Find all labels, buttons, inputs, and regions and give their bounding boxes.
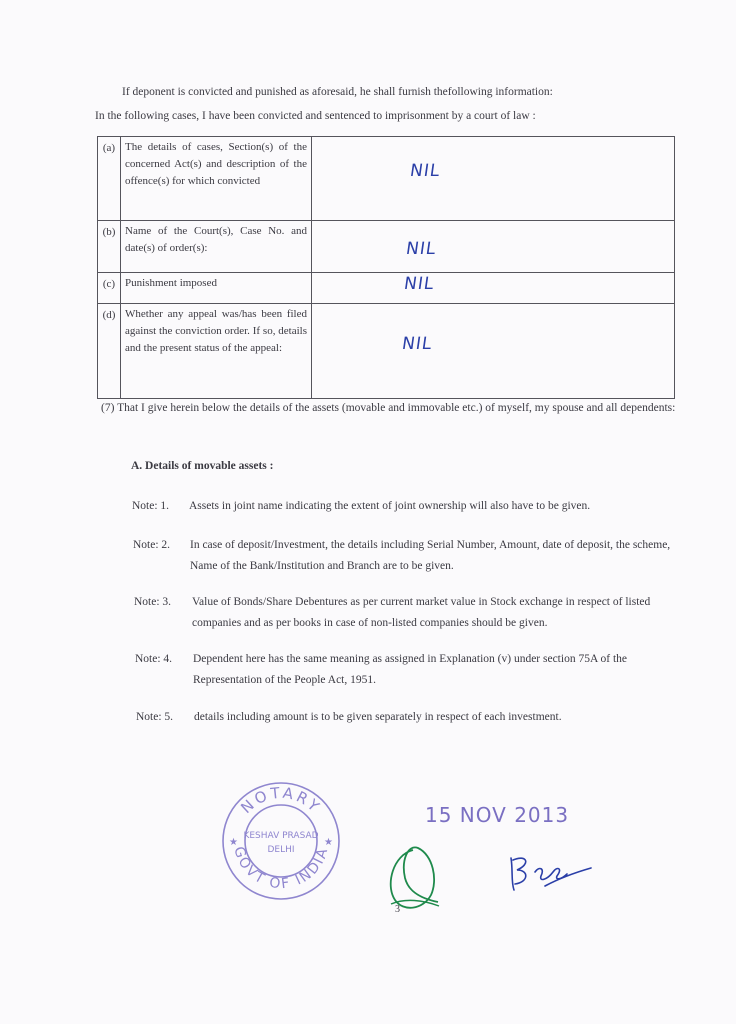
table-row bbox=[98, 304, 675, 399]
note-label: Note: 4. bbox=[135, 653, 173, 665]
answer-cell bbox=[312, 304, 675, 399]
row-description: Name of the Court(s), Case No. and date(s) of order(s): bbox=[121, 221, 312, 273]
svg-text:★: ★ bbox=[229, 837, 238, 848]
handwritten-answer: NIL bbox=[402, 274, 436, 294]
intro-line-1: If deponent is convicted and punished as aforesaid, he shall furnish thefollowing information: bbox=[122, 86, 553, 98]
row-label: (a) bbox=[98, 137, 121, 221]
date-stamp: 15 NOV 2013 bbox=[425, 803, 570, 827]
note-label: Note: 1. bbox=[132, 500, 170, 512]
note-text: details including amount is to be given separately in respect of each investment. bbox=[194, 711, 562, 723]
answer-cell bbox=[312, 221, 675, 273]
table-row bbox=[98, 273, 675, 304]
svg-text:★: ★ bbox=[324, 837, 333, 848]
green-signature bbox=[383, 840, 443, 920]
note-label: Note: 3. bbox=[134, 596, 172, 608]
section-7-paragraph: (7) That I give herein below the details of the assets (movable and immovable etc.) of myself, my spouse and all dependents: bbox=[101, 402, 676, 414]
convictions-table bbox=[97, 136, 675, 399]
note-label: Note: 2. bbox=[133, 539, 171, 551]
handwritten-answer: NIL bbox=[404, 239, 438, 259]
answer-cell bbox=[312, 137, 675, 221]
note-label: Note: 5. bbox=[136, 711, 174, 723]
table-row bbox=[98, 221, 675, 273]
blue-signature bbox=[505, 850, 595, 895]
handwritten-answer: NIL bbox=[408, 161, 442, 181]
svg-text:NOTARY: NOTARY bbox=[237, 783, 325, 818]
intro-line-2: In the following cases, I have been convicted and sentenced to imprisonment by a court of law : bbox=[95, 110, 536, 122]
note-text: Dependent here has the same meaning as assigned in Explanation (v) under section 75A of the Representation of the People Act, 1951. bbox=[193, 653, 627, 686]
answer-cell bbox=[312, 273, 675, 304]
row-label: (c) bbox=[98, 273, 121, 304]
table-row bbox=[98, 137, 675, 221]
svg-text:DELHI: DELHI bbox=[267, 845, 295, 855]
notary-seal-stamp bbox=[220, 780, 342, 902]
note-text: Assets in joint name indicating the extent of joint ownership will also have to be given. bbox=[189, 500, 591, 512]
movable-assets-heading: A. Details of movable assets : bbox=[131, 460, 274, 472]
handwritten-answer: NIL bbox=[400, 334, 434, 354]
row-description: Punishment imposed bbox=[121, 273, 312, 304]
note-text: Value of Bonds/Share Debentures as per current market value in Stock exchange in respect of listed companies and as per books in case of non-listed companies should be given. bbox=[192, 596, 651, 629]
svg-text:KESHAV PRASAD: KESHAV PRASAD bbox=[243, 831, 319, 841]
row-description: Whether any appeal was/has been filed against the conviction order. If so, details and the present status of the appeal: bbox=[121, 304, 312, 399]
svg-text:GOVT OF INDIA: GOVT OF INDIA bbox=[230, 844, 332, 893]
row-label: (b) bbox=[98, 221, 121, 273]
row-label: (d) bbox=[98, 304, 121, 399]
note-text: In case of deposit/Investment, the details including Serial Number, Amount, date of deposit, the scheme, Name of the Bank/Institution and Branch are to be given. bbox=[190, 539, 671, 572]
page-number: 3 bbox=[395, 904, 400, 915]
row-description: The details of cases, Section(s) of the concerned Act(s) and description of the offence(s) for which convicted bbox=[121, 137, 312, 221]
